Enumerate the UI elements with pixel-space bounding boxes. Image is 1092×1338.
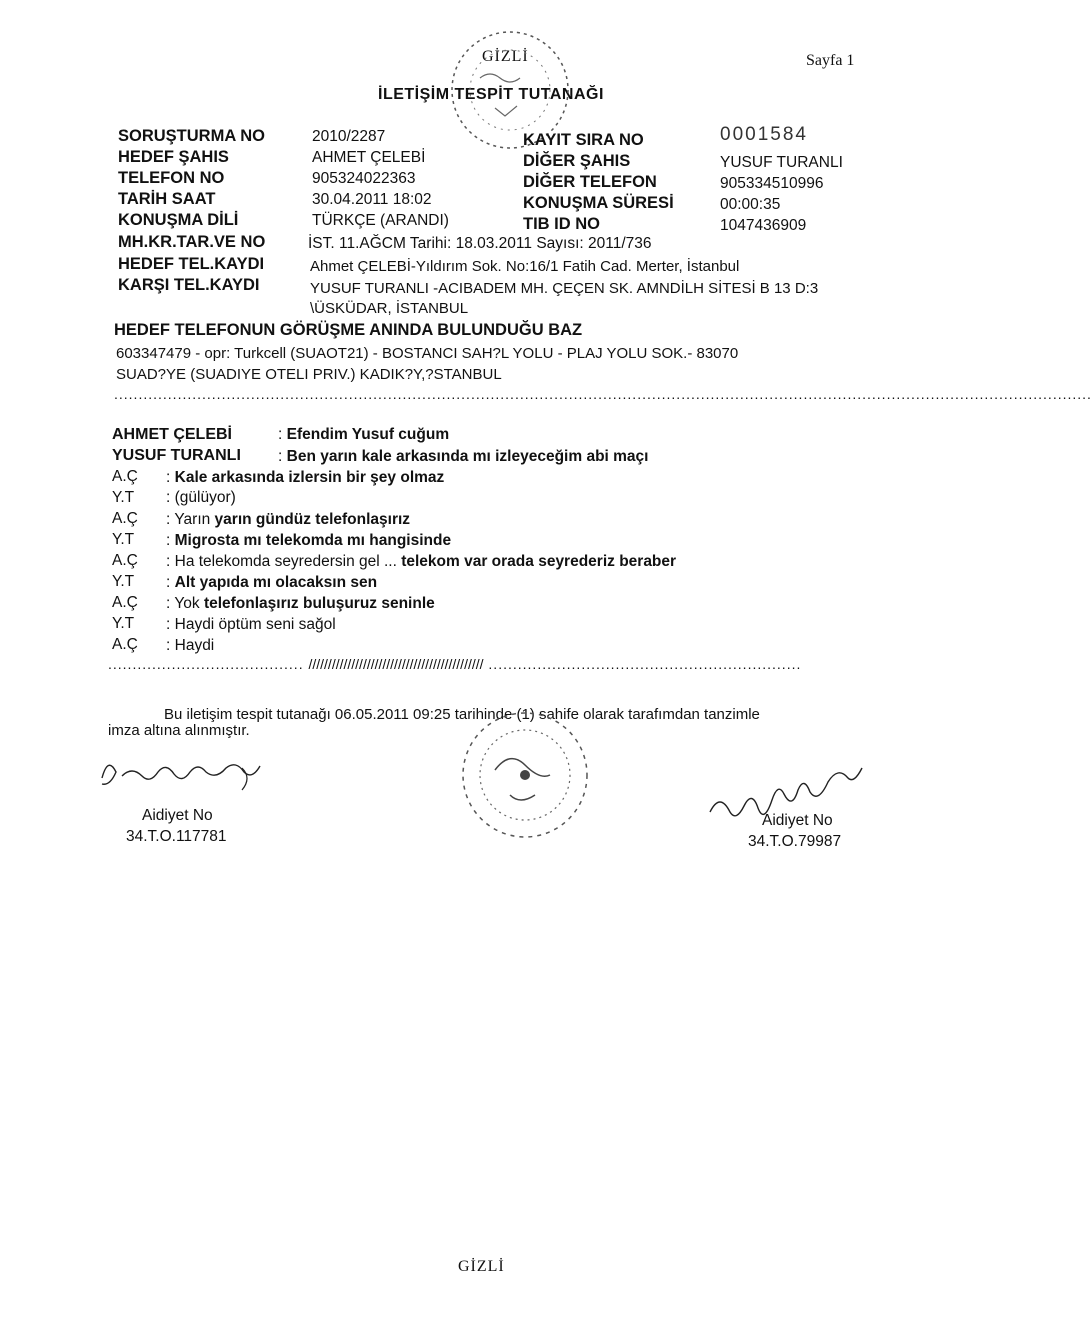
utterance: : Migrosta mı telekomda mı hangisinde (166, 532, 452, 549)
speaker-label: A.Ç (112, 510, 138, 527)
value-hedef-tel-kaydi: Ahmet ÇELEBİ-Yıldırım Sok. No:16/1 Fatih Cad. Merter, İstanbul (310, 258, 740, 275)
page-number: Sayfa 1 (806, 52, 855, 69)
utterance: : Haydi öptüm seni sağol (166, 616, 336, 633)
label-konusma-dili: KONUŞMA DİLİ (118, 211, 239, 229)
speaker-label: Y.T (112, 573, 135, 590)
value-mahkeme-karar: İST. 11.AĞCM Tarihi: 18.03.2011 Sayısı: 2011/736 (308, 235, 652, 252)
label-telefon-no: TELEFON NO (118, 169, 225, 187)
utterance: : (gülüyor) (166, 489, 236, 506)
signer-right-id: 34.T.O.79987 (748, 833, 842, 850)
speaker-label: A.Ç (112, 552, 138, 569)
utterance: : Ha telekomda seyredersin gel ... telekom var orada seyrederiz beraber (166, 553, 677, 570)
value-hedef-sahis: AHMET ÇELEBİ (312, 149, 426, 166)
utterance: : Alt yapıda mı olacaksın sen (166, 574, 378, 591)
value-kayit-sira-no: 0001584 (720, 124, 808, 145)
baz-info (116, 343, 836, 385)
utterance: : Ben yarın kale arkasında mı izleyeceğim abi maçı (278, 448, 649, 465)
value-sorusturma-no: 2010/2287 (312, 128, 386, 145)
label-sorusturma-no: SORUŞTURMA NO (118, 127, 265, 145)
label-hedef-sahis: HEDEF ŞAHIS (118, 148, 229, 166)
utterance: : Yok telefonlaşırız buluşuruz seninle (166, 595, 435, 612)
classification-top: GİZLİ (482, 48, 529, 65)
speaker-label: YUSUF TURANLI (112, 447, 241, 464)
label-kayit-sira-no: KAYIT SIRA NO (523, 131, 644, 149)
classification-bottom: GİZLİ (458, 1258, 505, 1275)
value-tib-id-no: 1047436909 (720, 217, 807, 234)
label-tarih-saat: TARİH SAAT (118, 190, 216, 208)
utterance: : Yarın yarın gündüz telefonlaşırız (166, 511, 411, 528)
speaker-label: A.Ç (112, 468, 138, 485)
speaker-label: Y.T (112, 531, 135, 548)
baz-line-2: SUAD?YE (SUADIYE OTELI PRIV.) KADIK?Y,?STANBUL (116, 366, 502, 383)
value-karsi-tel-kaydi: YUSUF TURANLI -ACIBADEM MH. ÇEÇEN SK. AMNDİLH SİTESİ B 13 D:3 (310, 280, 819, 297)
value-konusma-dili: TÜRKÇE (ARANDI) (312, 212, 449, 229)
value-diger-sahis: YUSUF TURANLI (720, 154, 843, 171)
signer-left-label: Aidiyet No (142, 807, 213, 824)
baz-line-1: 603347479 - opr: Turkcell (SUAOT21) - BOSTANCI SAH?L YOLU - PLAJ YOLU SOK.- 83070 (116, 345, 739, 362)
utterance: : Haydi (166, 637, 215, 654)
label-mahkeme-karar: MH.KR.TAR.VE NO (118, 233, 266, 251)
label-hedef-tel-kaydi: HEDEF TEL.KAYDI (118, 255, 265, 273)
speaker-label: AHMET ÇELEBİ (112, 426, 232, 443)
value-diger-telefon: 905334510996 (720, 175, 824, 192)
baz-heading: HEDEF TELEFONUN GÖRÜŞME ANINDA BULUNDUĞU BAZ (114, 321, 583, 339)
value-karsi-tel-kaydi-cont: \ÜSKÜDAR, İSTANBUL (310, 300, 469, 317)
utterance: : Kale arkasında izlersin bir şey olmaz (166, 469, 445, 486)
signer-left-id: 34.T.O.117781 (126, 828, 227, 845)
speaker-label: A.Ç (112, 594, 138, 611)
closing-line-2: imza altına alınmıştır. (108, 722, 250, 739)
signer-right-label: Aidiyet No (762, 812, 833, 829)
label-tib-id-no: TIB ID NO (523, 215, 600, 233)
speaker-label: A.Ç (112, 636, 138, 653)
value-tarih-saat: 30.04.2011 18:02 (312, 191, 432, 208)
label-karsi-tel-kaydi: KARŞI TEL.KAYDI (118, 276, 260, 294)
closing-line-1: Bu iletişim tespit tutanağı 06.05.2011 09:25 tarihinde (1) sahife olarak tarafımdan tanzimle (164, 706, 760, 723)
document-title: İLETİŞİM TESPİT TUTANAĞI (378, 86, 604, 103)
separator-dots: ........................................................................................................................................................................................................ (114, 386, 1092, 402)
value-telefon-no: 905324022363 (312, 170, 416, 187)
end-line: ........................................ ///////////////////////////////////////////// ................................................................ (108, 656, 802, 672)
label-diger-sahis: DİĞER ŞAHIS (523, 152, 631, 170)
value-konusma-suresi: 00:00:35 (720, 196, 781, 213)
seal-stamp-center (450, 700, 600, 850)
label-diger-telefon: DİĞER TELEFON (523, 173, 657, 191)
signature-left (92, 748, 282, 798)
utterance: : Efendim Yusuf cuğum (278, 426, 450, 443)
speaker-label: Y.T (112, 489, 135, 506)
label-konusma-suresi: KONUŞMA SÜRESİ (523, 194, 674, 212)
speaker-label: Y.T (112, 615, 135, 632)
